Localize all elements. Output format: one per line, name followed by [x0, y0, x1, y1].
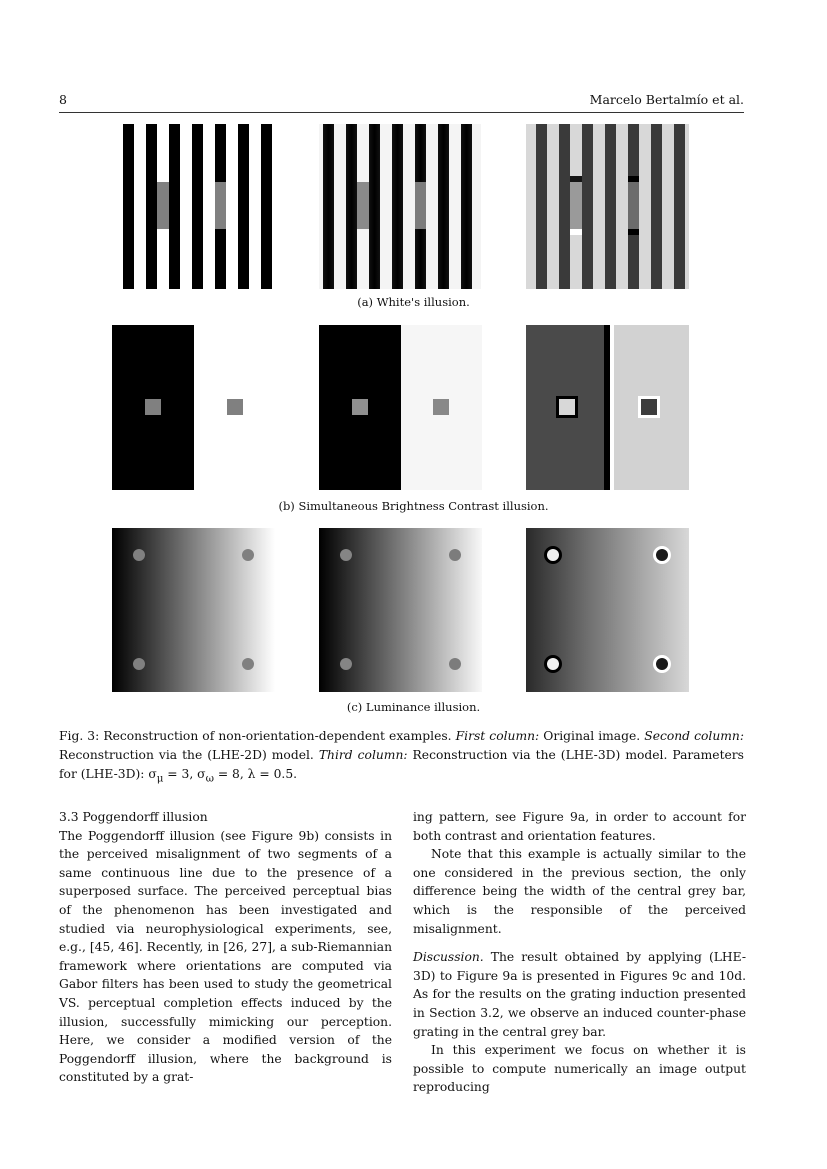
luminance-illusion-original [112, 528, 275, 692]
caption-second-col-label: Second column: [644, 729, 744, 743]
subcaption-a: (a) White's illusion. [357, 295, 470, 309]
page-number: 8 [59, 92, 67, 107]
section-title: 3.3 Poggendorff illusion [59, 810, 208, 824]
sbc-illusion-lhe3d [526, 325, 689, 490]
whites-illusion-lhe2d [319, 124, 481, 289]
left-paragraph-1: The Poggendorff illusion (see Figure 9b) consists in the perceived misalignment of two segments of a same continuous line due to the presence of a superposed surface. The perceived perceptual bias of the phenomenon has been investigated and studied via neurophysiological experiments, see, e.g., [45, 46]. Recently, in [26, 27], a sub-Riemannian framework where orientations are computed via Gabor filters has been used to study the geometrical VS. perceptual completion effects induced by the illusion, successfully mimicking our perception. Here, we consider a modified version of the Poggendorff illusion, where the background is constituted by a grat- [59, 828, 392, 1085]
luminance-illusion-lhe2d [319, 528, 482, 692]
discussion-text: The result obtained by applying (LHE-3D) to Figure 9a is presented in Figures 9c and 10d. As for the results on the grating induction presented in Section 3.2, we observe an induced counter-phase grating in the central grey bar. [413, 950, 746, 1039]
caption-label: Fig. 3: [59, 729, 100, 743]
caption-second-col-text: Reconstruction via the (LHE-2D) model. [59, 748, 314, 762]
subcaption-b: (b) Simultaneous Brightness Contrast illusion. [278, 499, 549, 513]
caption-third-col-text: Reconstruction via the (LHE-3D) model. Parameters for (LHE-3D): σ [59, 748, 744, 781]
whites-illusion-lhe3d [526, 124, 689, 289]
caption-first-col-label: First column: [455, 729, 540, 743]
right-paragraph-1: ing pattern, see Figure 9a, in order to account for both contrast and orientation features. [413, 810, 746, 843]
discussion-label: Discussion. [413, 950, 484, 965]
right-paragraph-2: Note that this example is actually similar to the one considered in the previous section, the only difference being the width of the central grey bar, which is the responsible of the perceived misalignment. [413, 847, 746, 936]
sbc-illusion-lhe2d [319, 325, 482, 490]
luminance-illusion-lhe3d [526, 528, 689, 692]
sbc-illusion-original [112, 325, 277, 490]
right-paragraph-3 [413, 948, 746, 1041]
caption-sub-mu: μ [156, 772, 164, 785]
figure-caption [59, 727, 744, 788]
whites-illusion-original [123, 124, 273, 289]
page-header [59, 90, 744, 113]
subcaption-c: (c) Luminance illusion. [346, 700, 481, 714]
caption-eq2: = 8, λ = 0.5. [213, 767, 298, 781]
right-column [413, 808, 746, 1097]
caption-text: Reconstruction of non-orientation-dependent examples. [103, 729, 452, 743]
caption-first-col-text: Original image. [543, 729, 641, 743]
caption-third-col-label: Third column: [318, 748, 408, 762]
caption-eq1: = 3, σ [163, 767, 206, 781]
running-authors: Marcelo Bertalmío et al. [589, 92, 744, 107]
right-paragraph-4: In this experiment we focus on whether it is possible to compute numerically an image output reproducing [413, 1043, 746, 1095]
left-column [59, 808, 392, 1087]
caption-sub-omega: ω [205, 772, 214, 785]
